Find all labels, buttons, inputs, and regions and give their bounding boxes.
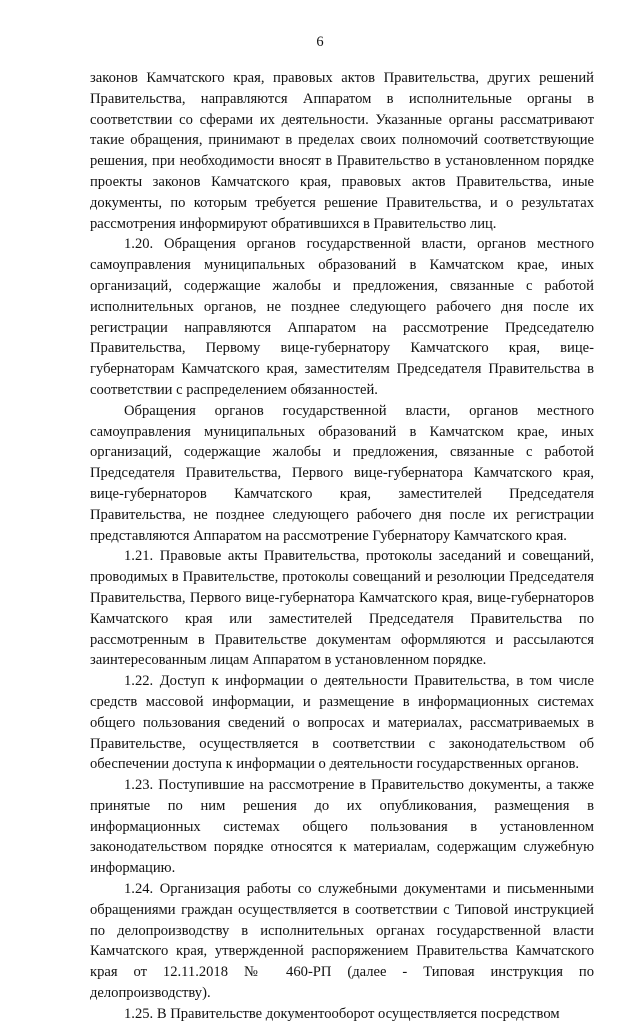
paragraph-continuation: законов Камчатского края, правовых актов Правительства, других решений Правительства, направляются Аппаратом в исполнительные органы в соответствии со сферами их деятельности. Указанные органы рассматривают такие обращения, принимают в пределах своих полномочий соответствующие решения, при необходимости вносят в Правительство в установленном порядке проекты законов Камчатского края, правовых актов Правительства, иные документы, по которым требуется решение Правительства, и о результатах рассмотрения информируют обратившихся в Правительство лиц. bbox=[90, 70, 594, 232]
paragraph-1-20: 1.20. Обращения органов государственной власти, органов местного самоуправления муниципальных образований в Камчатском крае, иных организаций, содержащие жалобы и предложения, связанные с работой исполнительных органов, не позднее следующего рабочего дня после их регистрации направляются Аппаратом на рассмотрение Председателю Правительства, Первому вице-губернатору Камчатского края, вице-губернаторам Камчатского края, заместителям Председателя Правительства в соответствии с распределением обязанностей. bbox=[90, 236, 594, 398]
paragraph-1-21: 1.21. Правовые акты Правительства, протоколы заседаний и совещаний, проводимых в Правительстве, протоколы совещаний и резолюции Председателя Правительства, Первого вице-губернатора Камчатского края, вице-губернаторов Камчатского края или заместителей Председателя Правительства по рассмотренным в Правительстве документам оформляются и рассылаются заинтересованным лицам Аппаратом в установленном порядке. bbox=[90, 548, 594, 669]
paragraph-1-25: 1.25. В Правительстве документооборот осуществляется посредством bbox=[124, 1005, 560, 1022]
paragraph-1-20-second: Обращения органов государственной власти, органов местного самоуправления муниципальных образований в Камчатском крае, иных организаций, содержащие жалобы и предложения, связанные с работой Председателя Правительства, Первого вице-губернатора Камчатского края, вице-губернаторов Камчатского края, заместителей Председателя Правительства, не позднее следующего рабочего дня после их регистрации представляются Аппаратом на рассмотрение Губернатору Камчатского края. bbox=[90, 402, 594, 544]
document-body bbox=[90, 68, 594, 1025]
paragraph-1-24: 1.24. Организация работы со служебными документами и письменными обращениями граждан осуществляется в соответствии с Типовой инструкцией по делопроизводству в исполнительных органах государственной власти Камчатского края, утвержденной распоряжением Правительства Камчатского края от 12.11.2018 № 460-РП (далее - Типовая инструкция по делопроизводству). bbox=[90, 881, 594, 1002]
page-number: 6 bbox=[316, 34, 324, 50]
paragraph-1-22: 1.22. Доступ к информации о деятельности Правительства, в том числе средств массовой информации, и размещение в информационных системах общего пользования сведений о вопросах и материалах, рассматриваемых в Правительстве, осуществляется в соответствии с законодательством об обеспечении доступа к информации о деятельности государственных органов. bbox=[90, 673, 594, 773]
paragraph-1-23: 1.23. Поступившие на рассмотрение в Правительство документы, а также принятые по ним решения до их опубликования, размещения в информационных системах общего пользования в установленном законодательством порядке относятся к материалам, содержащим служебную информацию. bbox=[90, 777, 594, 877]
